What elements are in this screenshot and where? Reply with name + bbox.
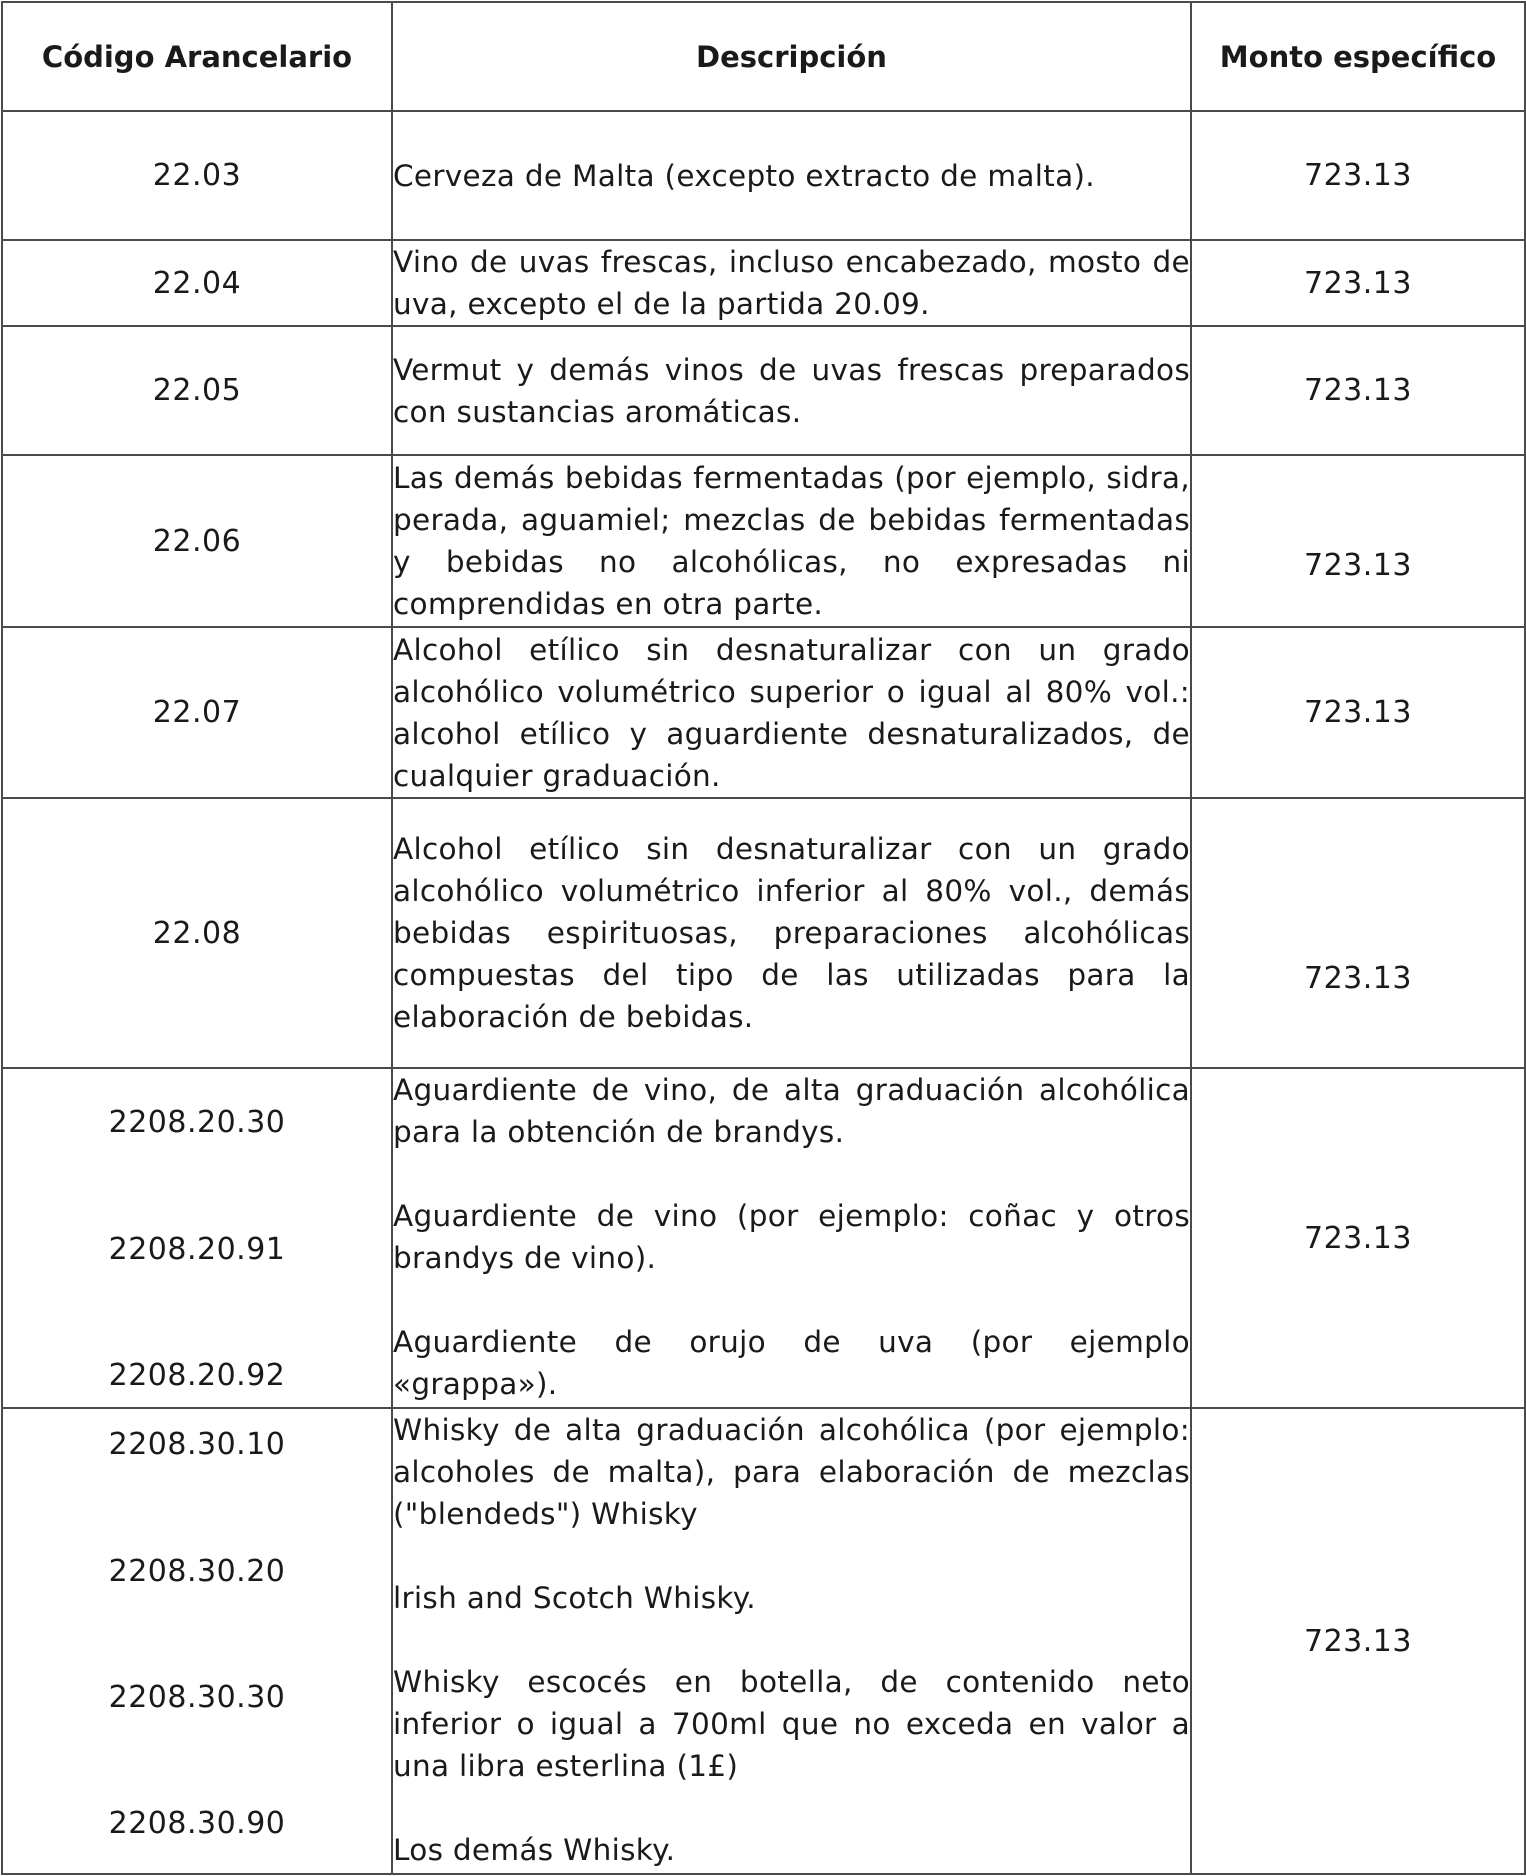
code-entry: 2208.30.20 xyxy=(108,1554,286,1589)
header-amount: Monto específico xyxy=(1191,2,1525,111)
description-cell xyxy=(392,627,1191,798)
description-text: Vermut y demás vinos de uvas frescas preparados con sustancias aromáticas. xyxy=(393,352,1190,429)
header-code: Código Arancelario xyxy=(2,2,392,111)
amount-text: 723.13 xyxy=(1304,547,1412,583)
table-row xyxy=(2,111,1525,240)
description-text: lrish and Scotch Whisky. xyxy=(393,1581,756,1615)
table-row xyxy=(2,326,1525,455)
amount-cell: 723.13 xyxy=(1191,1408,1525,1874)
spacer xyxy=(393,1787,1190,1829)
amount-cell: 723.13 xyxy=(1191,1068,1525,1408)
code-entry: 2208.30.30 xyxy=(108,1680,286,1715)
code-list xyxy=(3,1409,391,1871)
code-entry: 2208.30.90 xyxy=(108,1806,286,1841)
amount-cell: 723.13 xyxy=(1191,111,1525,240)
description-cell xyxy=(392,1068,1191,1408)
description-text: Alcohol etílico sin desnaturalizar con un grado alcohólico volumétrico inferior al 80% vol., demás bebidas espirituosas, preparaciones alcohólicas compuestas del tipo de las utilizadas para la elaboración de bebidas. xyxy=(393,832,1190,1034)
spacer xyxy=(393,1619,1190,1661)
description-cell xyxy=(392,326,1191,455)
description-cell xyxy=(392,111,1191,240)
table-row xyxy=(2,455,1525,627)
table-row xyxy=(2,1408,1525,1874)
description-text: Whisky escocés en botella, de contenido neto inferior o igual a 700ml que no exceda en valor a una libra esterlina (1£) xyxy=(393,1665,1190,1783)
amount-cell xyxy=(1191,455,1525,627)
amount-cell: 723.13 xyxy=(1191,326,1525,455)
amount-text: 723.13 xyxy=(1304,960,1412,996)
code-entry: 2208.20.91 xyxy=(108,1232,286,1267)
table-row xyxy=(2,627,1525,798)
table-row xyxy=(2,240,1525,326)
description-text: Cerveza de Malta (excepto extracto de malta). xyxy=(393,158,1095,193)
code-cell: 22.03 xyxy=(2,111,392,240)
table-row xyxy=(2,1068,1525,1408)
table-header-row xyxy=(2,2,1525,111)
amount-cell: 723.13 xyxy=(1191,627,1525,798)
description-cell xyxy=(392,798,1191,1068)
spacer xyxy=(393,1535,1190,1577)
spacer xyxy=(393,1279,1190,1321)
description-text: Los demás Whisky. xyxy=(393,1833,676,1867)
description-cell xyxy=(392,455,1191,627)
description-cell xyxy=(392,1408,1191,1874)
description-text: Aguardiente de vino, de alta graduación alcohólica para la obtención de brandys. xyxy=(393,1073,1190,1149)
code-cell xyxy=(2,1068,392,1408)
description-text: Vino de uvas frescas, incluso encabezado, mosto de uva, excepto el de la partida 20.09. xyxy=(393,245,1190,321)
header-description: Descripción xyxy=(392,2,1191,111)
code-cell: 22.08 xyxy=(2,798,392,1068)
code-entry: 2208.30.10 xyxy=(108,1427,286,1462)
amount-cell xyxy=(1191,798,1525,1068)
table-row xyxy=(2,798,1525,1068)
amount-cell: 723.13 xyxy=(1191,240,1525,326)
description-text: Aguardiente de vino (por ejemplo: coñac y otros brandys de vino). xyxy=(393,1199,1190,1275)
code-entry: 2208.20.92 xyxy=(108,1358,286,1393)
code-entry: 2208.20.30 xyxy=(108,1105,286,1140)
description-text: Aguardiente de orujo de uva (por ejemplo «grappa»). xyxy=(393,1325,1190,1401)
code-cell: 22.05 xyxy=(2,326,392,455)
description-text: Las demás bebidas fermentadas (por ejemplo, sidra, perada, aguamiel; mezclas de bebidas fermentadas y bebidas no alcohólicas, no expresadas ni comprendidas en otra parte. xyxy=(393,461,1190,621)
code-cell: 22.06 xyxy=(2,455,392,627)
description-text: Whisky de alta graduación alcohólica (por ejemplo: alcoholes de malta), para elaboración de mezclas ("blendeds") Whisky xyxy=(393,1413,1190,1531)
spacer xyxy=(393,1153,1190,1195)
code-list xyxy=(3,1069,391,1405)
tariff-table xyxy=(1,1,1526,1875)
code-cell: 22.07 xyxy=(2,627,392,798)
description-text: Alcohol etílico sin desnaturalizar con un grado alcohólico volumétrico superior o igual al 80% vol.: alcohol etílico y aguardiente desnaturalizados, de cualquier graduación. xyxy=(393,632,1190,793)
code-cell xyxy=(2,1408,392,1874)
code-cell: 22.04 xyxy=(2,240,392,326)
description-cell xyxy=(392,240,1191,326)
